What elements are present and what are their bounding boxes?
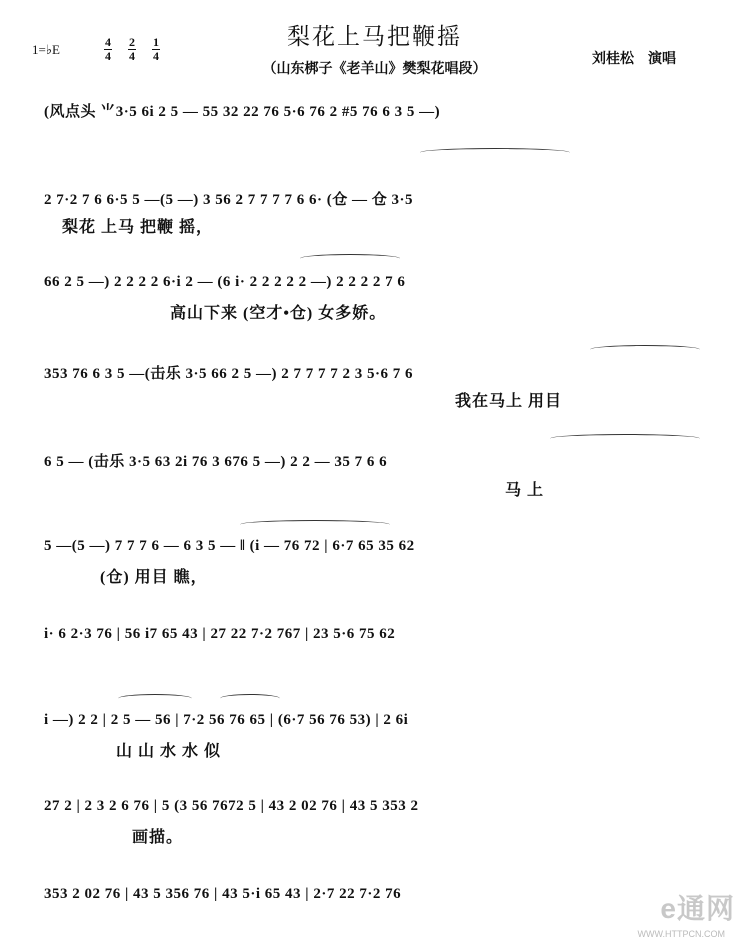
lyric-line: (仓) 用目 瞧， — [100, 569, 208, 586]
score-line: i· 6 2·3 76 | 56 i7 65 43 | 27 22 7·2 767 | 23 5·6 75 62 — [44, 626, 396, 642]
meter-numerator: 2 — [129, 35, 135, 49]
lyric-line: 画描。 — [132, 829, 184, 846]
score-line: 27 2 | 2 3 2 6 76 | 5 (3 56 7672 5 | 43 2 02 76 | 43 5 353 2 — [44, 798, 419, 814]
slur-mark — [118, 694, 192, 703]
score-line: 353 76 6 3 5 —(击乐 3·5 66 2 5 —) 2 7 7 7 7 2 3 5·6 7 6 — [44, 366, 413, 382]
meter-denominator: 4 — [129, 49, 135, 63]
score-line: (风点头 ⺌3·5 6i 2 5 — 55 32 22 76 5·6 76 2 #5 76 6 3 5 —) — [44, 104, 441, 120]
slur-mark — [550, 434, 700, 443]
lyric-line: 高山下来 (空才•仓) 女多娇。 — [170, 305, 387, 322]
score-line: i —) 2 2 | 2 5 — 56 | 7·2 56 76 65 | (6·7 56 76 53) | 2 6i — [44, 712, 409, 728]
slur-mark — [420, 148, 570, 157]
meter-denominator: 4 — [105, 49, 111, 63]
slur-mark — [590, 345, 700, 354]
meter-denominator: 4 — [153, 49, 159, 63]
site-watermark: e通网 — [660, 893, 735, 924]
score-line: 2 7·2 7 6 6·5 5 —(5 —) 3 56 2 7 7 7 7 6 6· (仓 — 仓 3·5 — [44, 192, 413, 208]
lyric-line: 山 山 水 水 似 — [116, 743, 222, 760]
time-signature — [128, 36, 136, 63]
lyric-line: 我在马上 用目 — [455, 393, 563, 410]
meter-numerator: 1 — [153, 35, 159, 49]
score-line: 66 2 5 —) 2 2 2 2 6·i 2 — (6 i· 2 2 2 2 2 —) 2 2 2 2 7 6 — [44, 274, 406, 290]
lyric-line: 马 上 — [505, 482, 545, 499]
time-signature — [104, 36, 112, 63]
song-title: 梨花上马把鞭摇 — [287, 24, 462, 49]
song-subtitle: （山东梆子《老羊山》樊梨花唱段） — [262, 62, 487, 77]
score-line: 353 2 02 76 | 43 5 356 76 | 43 5·i 65 43 | 2·7 22 7·2 76 — [44, 886, 402, 902]
slur-mark — [300, 254, 400, 263]
performer-credit: 刘桂松 演唱 — [592, 52, 676, 67]
score-line: 5 —(5 —) 7 7 7 6 — 6 3 5 — ‖ (i — 76 72 | 6·7 65 35 62 — [44, 538, 415, 554]
time-signature — [152, 36, 160, 63]
lyric-line: 梨花 上马 把鞭 摇， — [62, 219, 214, 236]
score-line: 6 5 — (击乐 3·5 63 2i 76 3 676 5 —) 2 2 — 35 7 6 6 — [44, 454, 388, 470]
watermark-url: WWW.HTTPCN.COM — [637, 929, 725, 939]
time-signatures — [104, 36, 160, 63]
slur-mark — [220, 694, 280, 703]
key-signature: 1=♭E — [32, 42, 60, 57]
slur-mark — [240, 520, 390, 529]
meter-numerator: 4 — [105, 35, 111, 49]
